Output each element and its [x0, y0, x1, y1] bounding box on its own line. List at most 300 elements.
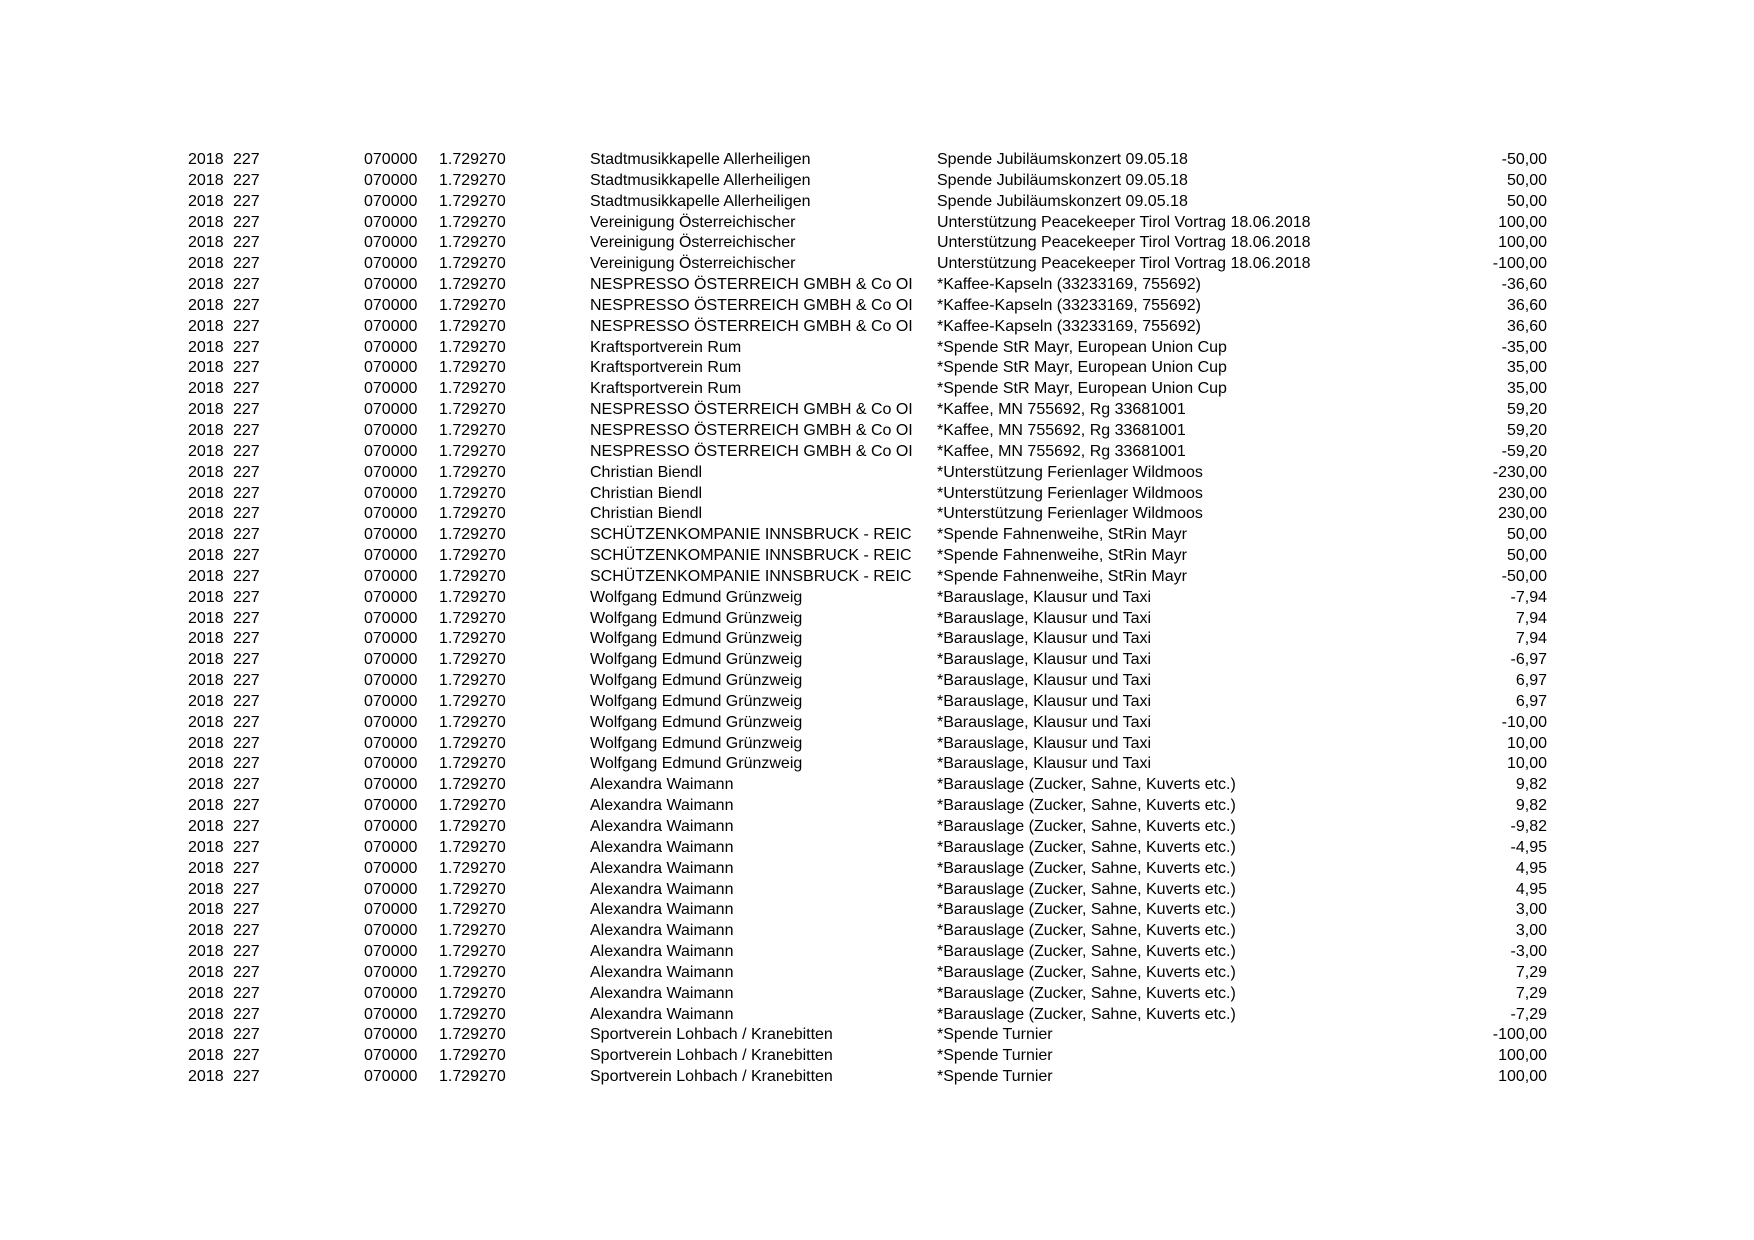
description-cell: *Barauslage (Zucker, Sahne, Kuverts etc.) [937, 984, 1236, 1002]
table-row [188, 713, 1550, 734]
payee-cell: Stadtmusikkapelle Allerheiligen [590, 151, 811, 168]
account-cell: 1.729270 [439, 1005, 506, 1023]
table-row [188, 567, 1550, 588]
code-cell: 227 [233, 922, 260, 940]
amount-cell: -6,97 [1510, 651, 1547, 669]
payee-cell: Vereinigung Österreichischer [590, 213, 796, 231]
code-cell: 227 [233, 901, 260, 919]
amount-cell: 50,00 [1506, 192, 1547, 210]
year-cell: 2018 [188, 880, 224, 898]
table-row [188, 504, 1550, 525]
amount-cell: 100,00 [1498, 213, 1547, 231]
account-cell: 1.729270 [439, 776, 506, 794]
amount-cell: -7,94 [1510, 588, 1547, 606]
account-cell: 1.729270 [439, 943, 506, 961]
amount-cell: 100,00 [1498, 234, 1547, 252]
account-cell: 1.729270 [439, 588, 506, 606]
table-row [188, 900, 1550, 921]
year-cell: 2018 [188, 1005, 224, 1023]
description-cell: Spende Jubiläumskonzert 09.05.18 [937, 151, 1188, 168]
table-row [188, 442, 1550, 463]
code-cell: 227 [233, 1047, 260, 1065]
amount-cell: 4,95 [1515, 880, 1547, 898]
payee-cell: Alexandra Waimann [590, 776, 734, 794]
amount-cell: -4,95 [1510, 838, 1547, 856]
account-cell: 1.729270 [439, 755, 506, 773]
amount-cell: 3,00 [1515, 922, 1547, 940]
year-cell: 2018 [188, 692, 224, 710]
amount-cell: 50,00 [1506, 526, 1547, 544]
cost-center-cell: 070000 [364, 421, 418, 439]
description-cell: *Spende Turnier [937, 1026, 1053, 1044]
year-cell: 2018 [188, 380, 224, 398]
year-cell: 2018 [188, 192, 224, 210]
code-cell: 227 [233, 734, 260, 752]
year-cell: 2018 [188, 234, 224, 252]
year-cell: 2018 [188, 922, 224, 940]
amount-cell: 6,97 [1515, 692, 1547, 710]
code-cell: 227 [233, 442, 260, 460]
description-cell: *Barauslage (Zucker, Sahne, Kuverts etc.) [937, 922, 1236, 940]
cost-center-cell: 070000 [364, 463, 418, 481]
table-row [188, 838, 1550, 859]
description-cell: Unterstützung Peacekeeper Tirol Vortrag 18.06.2018 [937, 234, 1311, 252]
description-cell: *Spende Fahnenweihe, StRin Mayr [937, 526, 1187, 544]
cost-center-cell: 070000 [364, 692, 418, 710]
description-cell: *Barauslage (Zucker, Sahne, Kuverts etc.) [937, 838, 1236, 856]
year-cell: 2018 [188, 776, 224, 794]
amount-cell: -50,00 [1501, 151, 1547, 168]
amount-cell: 7,29 [1515, 984, 1547, 1002]
cost-center-cell: 070000 [364, 776, 418, 794]
cost-center-cell: 070000 [364, 797, 418, 815]
year-cell: 2018 [188, 734, 224, 752]
code-cell: 227 [233, 151, 260, 168]
payee-cell: Alexandra Waimann [590, 797, 734, 815]
account-cell: 1.729270 [439, 880, 506, 898]
amount-cell: 9,82 [1515, 776, 1547, 794]
account-cell: 1.729270 [439, 838, 506, 856]
amount-cell: 4,95 [1515, 859, 1547, 877]
table-row [188, 1046, 1550, 1067]
payee-cell: Alexandra Waimann [590, 943, 734, 961]
code-cell: 227 [233, 276, 260, 294]
year-cell: 2018 [188, 317, 224, 335]
code-cell: 227 [233, 567, 260, 585]
amount-cell: -9,82 [1510, 818, 1547, 835]
payee-cell: Vereinigung Österreichischer [590, 234, 796, 252]
code-cell: 227 [233, 943, 260, 961]
code-cell: 227 [233, 880, 260, 898]
table-row [188, 463, 1550, 484]
cost-center-cell: 070000 [364, 943, 418, 961]
payee-cell: Alexandra Waimann [590, 880, 734, 898]
table-row [188, 1005, 1550, 1026]
account-cell: 1.729270 [439, 338, 506, 356]
account-cell: 1.729270 [439, 1026, 506, 1044]
year-cell: 2018 [188, 296, 224, 314]
cost-center-cell: 070000 [364, 984, 418, 1002]
cost-center-cell: 070000 [364, 317, 418, 335]
payee-cell: Stadtmusikkapelle Allerheiligen [590, 192, 811, 210]
year-cell: 2018 [188, 567, 224, 585]
year-cell: 2018 [188, 609, 224, 627]
description-cell: *Kaffee-Kapseln (33233169, 755692) [937, 296, 1201, 314]
payee-cell: Wolfgang Edmund Grünzweig [590, 651, 803, 669]
description-cell: *Kaffee, MN 755692, Rg 33681001 [937, 401, 1186, 419]
account-cell: 1.729270 [439, 692, 506, 710]
table-row [188, 880, 1550, 901]
year-cell: 2018 [188, 963, 224, 981]
code-cell: 227 [233, 547, 260, 565]
amount-cell: 10,00 [1506, 755, 1547, 773]
year-cell: 2018 [188, 484, 224, 502]
description-cell: *Barauslage, Klausur und Taxi [937, 609, 1152, 627]
account-cell: 1.729270 [439, 984, 506, 1002]
cost-center-cell: 070000 [364, 922, 418, 940]
year-cell: 2018 [188, 859, 224, 877]
payee-cell: NESPRESSO ÖSTERREICH GMBH & Co OI [590, 401, 913, 419]
amount-cell: 6,97 [1515, 672, 1547, 690]
payee-cell: Wolfgang Edmund Grünzweig [590, 713, 803, 731]
code-cell: 227 [233, 463, 260, 481]
year-cell: 2018 [188, 1026, 224, 1044]
cost-center-cell: 070000 [364, 630, 418, 648]
code-cell: 227 [233, 963, 260, 981]
amount-cell: 7,29 [1515, 963, 1547, 981]
description-cell: *Unterstützung Ferienlager Wildmoos [937, 505, 1203, 523]
account-cell: 1.729270 [439, 276, 506, 294]
cost-center-cell: 070000 [364, 901, 418, 919]
table-row [188, 1025, 1550, 1046]
description-cell: Unterstützung Peacekeeper Tirol Vortrag 18.06.2018 [937, 213, 1311, 231]
payee-cell: Alexandra Waimann [590, 984, 734, 1002]
cost-center-cell: 070000 [364, 609, 418, 627]
year-cell: 2018 [188, 213, 224, 231]
table-row [188, 859, 1550, 880]
table-row [188, 546, 1550, 567]
account-cell: 1.729270 [439, 651, 506, 669]
table-row [188, 171, 1550, 192]
year-cell: 2018 [188, 838, 224, 856]
table-row [188, 484, 1550, 505]
table-row [188, 1067, 1550, 1088]
cost-center-cell: 070000 [364, 526, 418, 544]
table-row [188, 671, 1550, 692]
table-row [188, 421, 1550, 442]
account-cell: 1.729270 [439, 380, 506, 398]
account-cell: 1.729270 [439, 713, 506, 731]
amount-cell: 36,60 [1506, 296, 1547, 314]
account-cell: 1.729270 [439, 818, 506, 835]
code-cell: 227 [233, 609, 260, 627]
table-row [188, 588, 1550, 609]
account-cell: 1.729270 [439, 484, 506, 502]
code-cell: 227 [233, 588, 260, 606]
payee-cell: Sportverein Lohbach / Kranebitten [590, 1068, 833, 1086]
cost-center-cell: 070000 [364, 401, 418, 419]
cost-center-cell: 070000 [364, 672, 418, 690]
table-row [188, 796, 1550, 817]
table-row [188, 629, 1550, 650]
year-cell: 2018 [188, 463, 224, 481]
cost-center-cell: 070000 [364, 859, 418, 877]
cost-center-cell: 070000 [364, 567, 418, 585]
year-cell: 2018 [188, 713, 224, 731]
amount-cell: 59,20 [1506, 421, 1547, 439]
description-cell: *Kaffee-Kapseln (33233169, 755692) [937, 317, 1201, 335]
cost-center-cell: 070000 [364, 588, 418, 606]
cost-center-cell: 070000 [364, 338, 418, 356]
table-row [188, 942, 1550, 963]
payee-cell: Wolfgang Edmund Grünzweig [590, 672, 803, 690]
code-cell: 227 [233, 484, 260, 502]
cost-center-cell: 070000 [364, 359, 418, 377]
code-cell: 227 [233, 838, 260, 856]
year-cell: 2018 [188, 901, 224, 919]
description-cell: *Barauslage (Zucker, Sahne, Kuverts etc.) [937, 880, 1236, 898]
description-cell: *Barauslage, Klausur und Taxi [937, 588, 1152, 606]
table-row [188, 338, 1550, 359]
description-cell: *Kaffee, MN 755692, Rg 33681001 [937, 421, 1186, 439]
description-cell: *Barauslage (Zucker, Sahne, Kuverts etc.) [937, 1005, 1236, 1023]
payee-cell: SCHÜTZENKOMPANIE INNSBRUCK - REIC [590, 567, 912, 585]
cost-center-cell: 070000 [364, 151, 418, 168]
code-cell: 227 [233, 630, 260, 648]
account-cell: 1.729270 [439, 151, 506, 168]
cost-center-cell: 070000 [364, 547, 418, 565]
table-row [188, 317, 1550, 338]
account-cell: 1.729270 [439, 901, 506, 919]
account-cell: 1.729270 [439, 734, 506, 752]
payee-cell: NESPRESSO ÖSTERREICH GMBH & Co OI [590, 421, 913, 439]
payee-cell: Christian Biendl [590, 463, 703, 481]
payee-cell: Alexandra Waimann [590, 901, 734, 919]
table-row [188, 775, 1550, 796]
description-cell: *Barauslage, Klausur und Taxi [937, 755, 1152, 773]
cost-center-cell: 070000 [364, 1026, 418, 1044]
cost-center-cell: 070000 [364, 171, 418, 189]
amount-cell: 7,94 [1515, 630, 1547, 648]
code-cell: 227 [233, 505, 260, 523]
code-cell: 227 [233, 818, 260, 835]
amount-cell: 230,00 [1498, 484, 1547, 502]
cost-center-cell: 070000 [364, 713, 418, 731]
code-cell: 227 [233, 1005, 260, 1023]
cost-center-cell: 070000 [364, 276, 418, 294]
payee-cell: Wolfgang Edmund Grünzweig [590, 755, 803, 773]
code-cell: 227 [233, 192, 260, 210]
year-cell: 2018 [188, 818, 224, 835]
amount-cell: -100,00 [1492, 1026, 1547, 1044]
amount-cell: 59,20 [1506, 401, 1547, 419]
payee-cell: Kraftsportverein Rum [590, 359, 742, 377]
amount-cell: 35,00 [1506, 380, 1547, 398]
description-cell: *Spende StR Mayr, European Union Cup [937, 380, 1227, 398]
year-cell: 2018 [188, 505, 224, 523]
description-cell: Spende Jubiläumskonzert 09.05.18 [937, 192, 1188, 210]
amount-cell: -35,00 [1501, 338, 1547, 356]
amount-cell: 230,00 [1498, 505, 1547, 523]
account-cell: 1.729270 [439, 359, 506, 377]
account-cell: 1.729270 [439, 1047, 506, 1065]
account-cell: 1.729270 [439, 171, 506, 189]
cost-center-cell: 070000 [364, 1005, 418, 1023]
amount-cell: 3,00 [1515, 901, 1547, 919]
amount-cell: -3,00 [1510, 943, 1547, 961]
year-cell: 2018 [188, 401, 224, 419]
payee-cell: SCHÜTZENKOMPANIE INNSBRUCK - REIC [590, 526, 912, 544]
code-cell: 227 [233, 755, 260, 773]
description-cell: *Spende Turnier [937, 1047, 1053, 1065]
cost-center-cell: 070000 [364, 213, 418, 231]
cost-center-cell: 070000 [364, 442, 418, 460]
account-cell: 1.729270 [439, 526, 506, 544]
year-cell: 2018 [188, 421, 224, 439]
payee-cell: Sportverein Lohbach / Kranebitten [590, 1026, 833, 1044]
payee-cell: Christian Biendl [590, 505, 703, 523]
amount-cell: -230,00 [1492, 463, 1547, 481]
amount-cell: -100,00 [1492, 255, 1547, 273]
cost-center-cell: 070000 [364, 234, 418, 252]
description-cell: *Barauslage, Klausur und Taxi [937, 713, 1152, 731]
code-cell: 227 [233, 359, 260, 377]
description-cell: *Spende Fahnenweihe, StRin Mayr [937, 547, 1187, 565]
table-row [188, 754, 1550, 775]
year-cell: 2018 [188, 797, 224, 815]
account-cell: 1.729270 [439, 296, 506, 314]
year-cell: 2018 [188, 943, 224, 961]
description-cell: *Barauslage (Zucker, Sahne, Kuverts etc.) [937, 818, 1236, 835]
year-cell: 2018 [188, 1047, 224, 1065]
description-cell: *Spende StR Mayr, European Union Cup [937, 338, 1227, 356]
account-cell: 1.729270 [439, 1068, 506, 1086]
code-cell: 227 [233, 776, 260, 794]
year-cell: 2018 [188, 547, 224, 565]
description-cell: *Spende StR Mayr, European Union Cup [937, 359, 1227, 377]
year-cell: 2018 [188, 359, 224, 377]
cost-center-cell: 070000 [364, 818, 418, 835]
year-cell: 2018 [188, 526, 224, 544]
table-row [188, 734, 1550, 755]
account-cell: 1.729270 [439, 505, 506, 523]
amount-cell: 100,00 [1498, 1068, 1547, 1086]
ledger-table [188, 150, 1550, 1088]
cost-center-cell: 070000 [364, 1068, 418, 1086]
description-cell: Unterstützung Peacekeeper Tirol Vortrag 18.06.2018 [937, 255, 1311, 273]
account-cell: 1.729270 [439, 672, 506, 690]
year-cell: 2018 [188, 755, 224, 773]
year-cell: 2018 [188, 276, 224, 294]
code-cell: 227 [233, 213, 260, 231]
account-cell: 1.729270 [439, 963, 506, 981]
year-cell: 2018 [188, 255, 224, 273]
code-cell: 227 [233, 797, 260, 815]
payee-cell: NESPRESSO ÖSTERREICH GMBH & Co OI [590, 296, 913, 314]
payee-cell: SCHÜTZENKOMPANIE INNSBRUCK - REIC [590, 547, 912, 565]
payee-cell: NESPRESSO ÖSTERREICH GMBH & Co OI [590, 317, 913, 335]
amount-cell: -50,00 [1501, 567, 1547, 585]
table-row [188, 984, 1550, 1005]
account-cell: 1.729270 [439, 192, 506, 210]
cost-center-cell: 070000 [364, 505, 418, 523]
account-cell: 1.729270 [439, 317, 506, 335]
table-row [188, 692, 1550, 713]
description-cell: *Barauslage (Zucker, Sahne, Kuverts etc.) [937, 901, 1236, 919]
description-cell: *Spende Turnier [937, 1068, 1053, 1086]
table-row [188, 254, 1550, 275]
code-cell: 227 [233, 296, 260, 314]
year-cell: 2018 [188, 630, 224, 648]
account-cell: 1.729270 [439, 567, 506, 585]
payee-cell: Kraftsportverein Rum [590, 380, 742, 398]
description-cell: *Unterstützung Ferienlager Wildmoos [937, 463, 1203, 481]
code-cell: 227 [233, 380, 260, 398]
account-cell: 1.729270 [439, 797, 506, 815]
payee-cell: Alexandra Waimann [590, 922, 734, 940]
account-cell: 1.729270 [439, 922, 506, 940]
amount-cell: -59,20 [1501, 442, 1547, 460]
table-row [188, 358, 1550, 379]
cost-center-cell: 070000 [364, 651, 418, 669]
amount-cell: -36,60 [1501, 276, 1547, 294]
description-cell: *Barauslage, Klausur und Taxi [937, 692, 1152, 710]
amount-cell: 50,00 [1506, 547, 1547, 565]
year-cell: 2018 [188, 651, 224, 669]
payee-cell: Alexandra Waimann [590, 818, 734, 835]
payee-cell: Wolfgang Edmund Grünzweig [590, 692, 803, 710]
code-cell: 227 [233, 401, 260, 419]
amount-cell: 100,00 [1498, 1047, 1547, 1065]
account-cell: 1.729270 [439, 234, 506, 252]
description-cell: *Barauslage, Klausur und Taxi [937, 630, 1152, 648]
table-row [188, 296, 1550, 317]
account-cell: 1.729270 [439, 421, 506, 439]
year-cell: 2018 [188, 151, 224, 168]
code-cell: 227 [233, 692, 260, 710]
payee-cell: Sportverein Lohbach / Kranebitten [590, 1047, 833, 1065]
table-row [188, 650, 1550, 671]
account-cell: 1.729270 [439, 463, 506, 481]
amount-cell: 9,82 [1515, 797, 1547, 815]
code-cell: 227 [233, 338, 260, 356]
table-row [188, 150, 1550, 171]
code-cell: 227 [233, 1026, 260, 1044]
description-cell: *Barauslage (Zucker, Sahne, Kuverts etc.) [937, 776, 1236, 794]
table-row [188, 525, 1550, 546]
cost-center-cell: 070000 [364, 734, 418, 752]
year-cell: 2018 [188, 588, 224, 606]
amount-cell: 36,60 [1506, 317, 1547, 335]
code-cell: 227 [233, 421, 260, 439]
year-cell: 2018 [188, 171, 224, 189]
code-cell: 227 [233, 234, 260, 252]
payee-cell: Alexandra Waimann [590, 859, 734, 877]
account-cell: 1.729270 [439, 547, 506, 565]
payee-cell: Alexandra Waimann [590, 838, 734, 856]
description-cell: Spende Jubiläumskonzert 09.05.18 [937, 171, 1188, 189]
account-cell: 1.729270 [439, 401, 506, 419]
code-cell: 227 [233, 526, 260, 544]
amount-cell: 7,94 [1515, 609, 1547, 627]
description-cell: *Barauslage (Zucker, Sahne, Kuverts etc.) [937, 859, 1236, 877]
payee-cell: NESPRESSO ÖSTERREICH GMBH & Co OI [590, 442, 913, 460]
table-row [188, 963, 1550, 984]
payee-cell: Wolfgang Edmund Grünzweig [590, 734, 803, 752]
payee-cell: Vereinigung Österreichischer [590, 255, 796, 273]
payee-cell: Wolfgang Edmund Grünzweig [590, 609, 803, 627]
cost-center-cell: 070000 [364, 755, 418, 773]
